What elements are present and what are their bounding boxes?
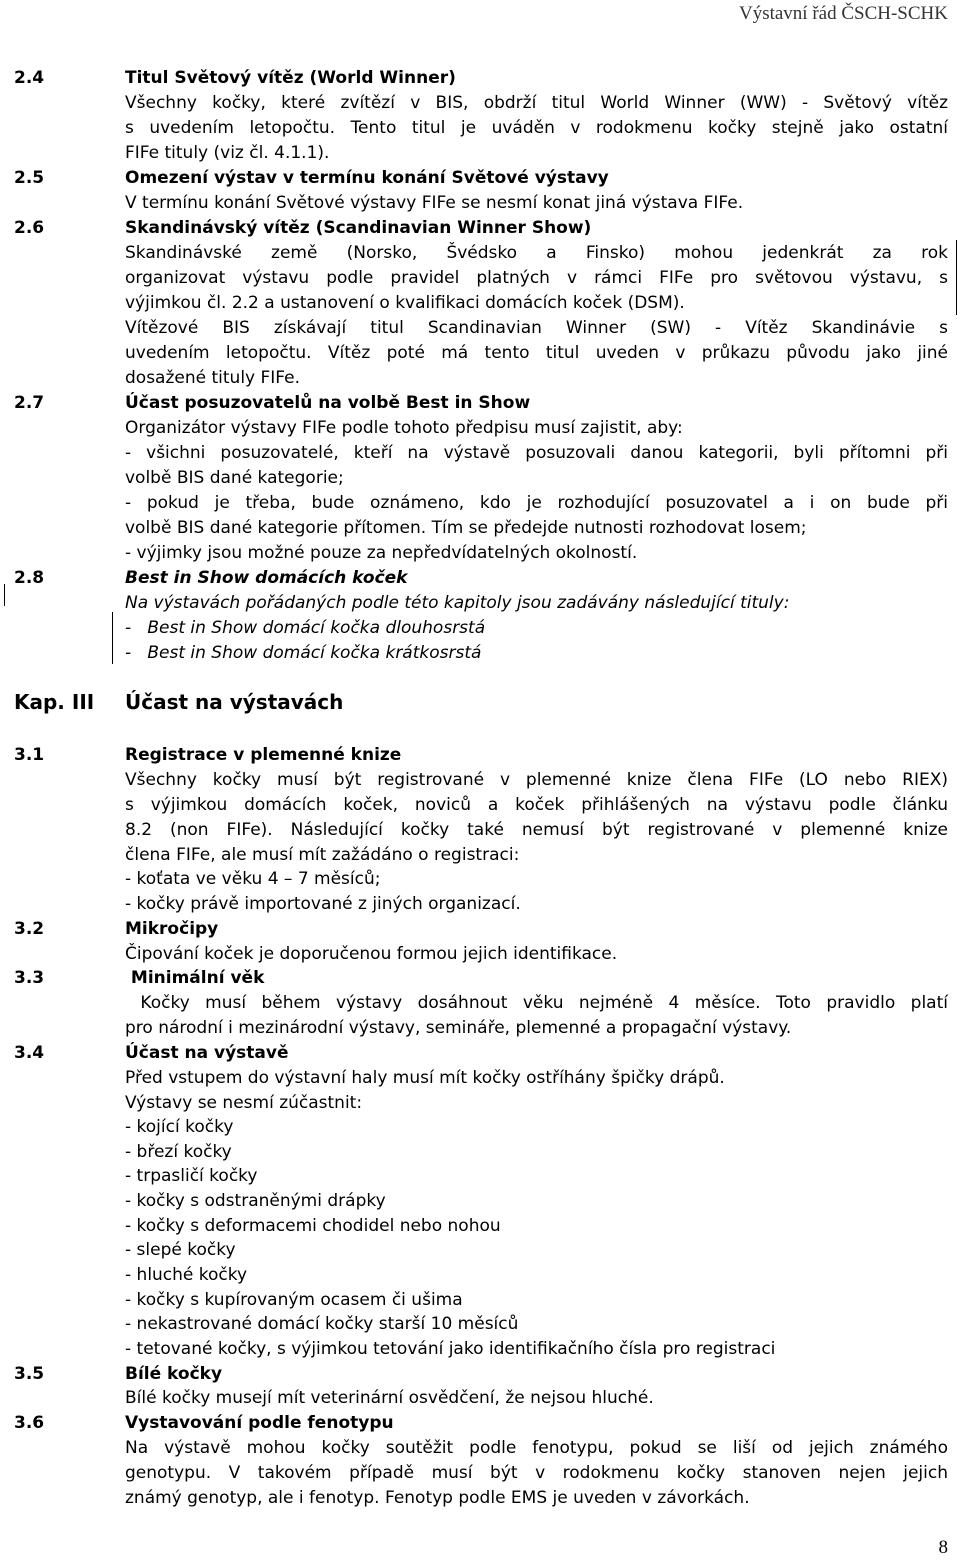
text-line: [0, 266, 948, 291]
section-heading: [0, 391, 948, 416]
section-number: 3.1: [14, 745, 45, 765]
section-heading: [0, 216, 948, 241]
list-item: [0, 1312, 948, 1337]
text-content: Před vstupem do výstavní haly musí mít kočky ostříhány špičky drápů.: [125, 1068, 725, 1088]
section-number: 2.7: [14, 393, 45, 413]
text-content: dosažené tituly FIFe.: [125, 368, 301, 388]
text-content: známý genotyp, ale i fenotyp. Fenotyp podle EMS je uveden v závorkách.: [125, 1488, 750, 1508]
section-number: 3.5: [14, 1364, 45, 1384]
text-content: Kočky musí během výstavy dosáhnout věku nejméně 4 měsíce. Toto pravidlo platí: [125, 993, 948, 1013]
text-content: - Best in Show domácí kočka dlouhosrstá: [125, 618, 486, 638]
section-heading: [0, 966, 948, 991]
text-content: - trpasličí kočky: [125, 1166, 258, 1186]
text-line: [0, 1461, 948, 1486]
section-title: Vystavování podle fenotypu: [125, 1413, 394, 1433]
chapter-number: Kap. III: [14, 690, 95, 714]
section-number: 2.4: [14, 68, 45, 88]
section-number: 2.6: [14, 218, 45, 238]
section-title: Minimální věk: [125, 968, 265, 988]
text-content: volbě BIS dané kategorie;: [125, 468, 344, 488]
text-content: V termínu konání Světové výstavy FIFe se nesmí konat jiná výstava FIFe.: [125, 193, 744, 213]
text-content: člena FIFe, ale musí mít zažádáno o registraci:: [125, 845, 520, 865]
section-number: 2.5: [14, 168, 45, 188]
list-item: [0, 1189, 948, 1214]
text-content: - všichni posuzovatelé, kteří na výstavě posuzovali danou kategorii, byli přítomni při: [125, 443, 948, 463]
section-heading: [0, 66, 948, 91]
text-line: [0, 867, 948, 892]
text-content: s výjimkou domácích koček, noviců a koček přihlášených na výstavu podle článku: [125, 795, 948, 815]
text-content: - koťata ve věku 4 – 7 měsíců;: [125, 869, 381, 889]
text-line: [0, 341, 948, 366]
section-number: 3.3: [14, 968, 45, 988]
list-item: [0, 1288, 948, 1313]
list-item: [0, 616, 948, 641]
revision-bar: [112, 612, 113, 664]
section-title: Bílé kočky: [125, 1364, 223, 1384]
text-line: [0, 843, 948, 868]
chapter-title: Účast na výstavách: [125, 690, 344, 714]
list-item: [0, 1263, 948, 1288]
text-line: [0, 793, 948, 818]
text-line: [0, 1386, 948, 1411]
text-line: [0, 942, 948, 967]
section-number: 3.2: [14, 919, 45, 939]
text-content: Na výstavě mohou kočky soutěžit podle fenotypu, pokud se liší od jejich známého: [125, 1438, 948, 1458]
text-content: - nekastrované domácí kočky starší 10 měsíců: [125, 1314, 519, 1334]
text-content: výjimkou čl. 2.2 a ustanovení o kvalifikaci domácích koček (DSM).: [125, 293, 685, 313]
text-content: volbě BIS dané kategorie přítomen. Tím se předejde nutnosti rozhodovat losem;: [125, 518, 807, 538]
text-line: [0, 1486, 948, 1511]
text-content: - tetované kočky, s výjimkou tetování jako identifikačního čísla pro registraci: [125, 1339, 776, 1359]
section-heading: [0, 1041, 948, 1066]
text-line: [0, 191, 948, 216]
section-heading: [0, 166, 948, 191]
section-title: Skandinávský vítěz (Scandinavian Winner Show): [125, 218, 592, 238]
text-content: - kojící kočky: [125, 1117, 234, 1137]
section-heading: [0, 917, 948, 942]
text-content: - výjimky jsou možné pouze za nepředvídatelných okolností.: [125, 543, 638, 563]
text-content: Všechny kočky, které zvítězí v BIS, obdrží titul World Winner (WW) - Světový vítěz: [125, 93, 948, 113]
section-title: Mikročipy: [125, 919, 219, 939]
text-line: [0, 291, 948, 316]
text-line: [0, 366, 948, 391]
text-line: [0, 818, 948, 843]
section-number: 3.6: [14, 1413, 45, 1433]
page-header: Výstavní řád ČSCH-SCHK: [738, 3, 948, 24]
page-number: 8: [938, 1537, 948, 1558]
chapter-heading: [0, 688, 948, 716]
text-content: Výstavy se nesmí zúčastnit:: [125, 1093, 363, 1113]
revision-bar: [956, 240, 957, 315]
section-title: Účast na výstavě: [125, 1043, 289, 1063]
text-line: [0, 241, 948, 266]
section-heading: [0, 743, 948, 768]
section-title: Titul Světový vítěz (World Winner): [125, 68, 456, 88]
section-number: 2.8: [14, 568, 45, 588]
text-line: [0, 541, 948, 566]
list-item: [0, 1164, 948, 1189]
section-heading: [0, 566, 948, 591]
list-item: [0, 1115, 948, 1140]
text-content: - březí kočky: [125, 1142, 232, 1162]
section-title: Registrace v plemenné knize: [125, 745, 402, 765]
text-line: [0, 1066, 948, 1091]
list-item: [0, 1337, 948, 1362]
list-item: [0, 1140, 948, 1165]
text-content: - Best in Show domácí kočka krátkosrstá: [125, 643, 482, 663]
text-content: - kočky s odstraněnými drápky: [125, 1191, 386, 1211]
section-heading: [0, 1362, 948, 1387]
text-content: Vítězové BIS získávají titul Scandinavian Winner (SW) - Vítěz Skandinávie s: [125, 318, 948, 338]
text-line: [0, 91, 948, 116]
text-content: - hluché kočky: [125, 1265, 248, 1285]
text-line: [0, 441, 948, 466]
text-content: 8.2 (non FIFe). Následující kočky také nemusí být registrované v plemenné knize: [125, 820, 948, 840]
text-line: [0, 591, 948, 616]
revision-bar: [4, 584, 5, 606]
text-line: [0, 466, 948, 491]
text-line: [0, 491, 948, 516]
text-content: Organizátor výstavy FIFe podle tohoto předpisu musí zajistit, aby:: [125, 418, 683, 438]
text-content: Skandinávské země (Norsko, Švédsko a Finsko) mohou jedenkrát za rok: [125, 243, 948, 263]
text-line: [0, 1436, 948, 1461]
section-title: Omezení výstav v termínu konání Světové výstavy: [125, 168, 609, 188]
section-title: Účast posuzovatelů na volbě Best in Show: [125, 393, 531, 413]
section-number: 3.4: [14, 1043, 45, 1063]
text-content: - kočky právě importované z jiných organizací.: [125, 894, 521, 914]
text-content: - kočky s kupírovaným ocasem či ušima: [125, 1290, 463, 1310]
text-content: Čipování koček je doporučenou formou jejich identifikace.: [125, 944, 618, 964]
text-line: [0, 1091, 948, 1116]
text-line: [0, 768, 948, 793]
section-title: Best in Show domácích koček: [125, 568, 408, 588]
text-content: genotypu. V takovém případě musí být v rodokmenu kočky stanoven nejen jejich: [125, 1463, 948, 1483]
text-content: s uvedením letopočtu. Tento titul je uváděn v rodokmenu kočky stejně jako ostatní: [125, 118, 948, 138]
text-content: pro národní i mezinárodní výstavy, semináře, plemenné a propagační výstavy.: [125, 1018, 792, 1038]
text-line: [0, 991, 948, 1016]
list-item: [0, 641, 948, 666]
section-heading: [0, 1411, 948, 1436]
text-line: [0, 416, 948, 441]
list-item: [0, 1214, 948, 1239]
text-line: [0, 116, 948, 141]
text-content: organizovat výstavu podle pravidel platných v rámci FIFe pro světovou výstavu, s: [125, 268, 948, 288]
text-content: Na výstavách pořádaných podle této kapitoly jsou zadávány následující tituly:: [125, 593, 790, 613]
text-line: [0, 1016, 948, 1041]
text-line: [0, 892, 948, 917]
text-content: - kočky s deformacemi chodidel nebo nohou: [125, 1216, 501, 1236]
text-content: Bílé kočky musejí mít veterinární osvědčení, že nejsou hluché.: [125, 1388, 654, 1408]
text-content: - slepé kočky: [125, 1240, 236, 1260]
text-content: Všechny kočky musí být registrované v plemenné knize člena FIFe (LO nebo RIEX): [125, 770, 948, 790]
text-content: - pokud je třeba, bude oznámeno, kdo je rozhodující posuzovatel a i on bude při: [125, 493, 948, 513]
list-item: [0, 1238, 948, 1263]
text-line: [0, 141, 948, 166]
text-line: [0, 316, 948, 341]
text-content: uvedením letopočtu. Vítěz poté má tento titul uveden v průkazu původu jako jiné: [125, 343, 948, 363]
text-content: FIFe tituly (viz čl. 4.1.1).: [125, 143, 330, 163]
text-line: [0, 516, 948, 541]
